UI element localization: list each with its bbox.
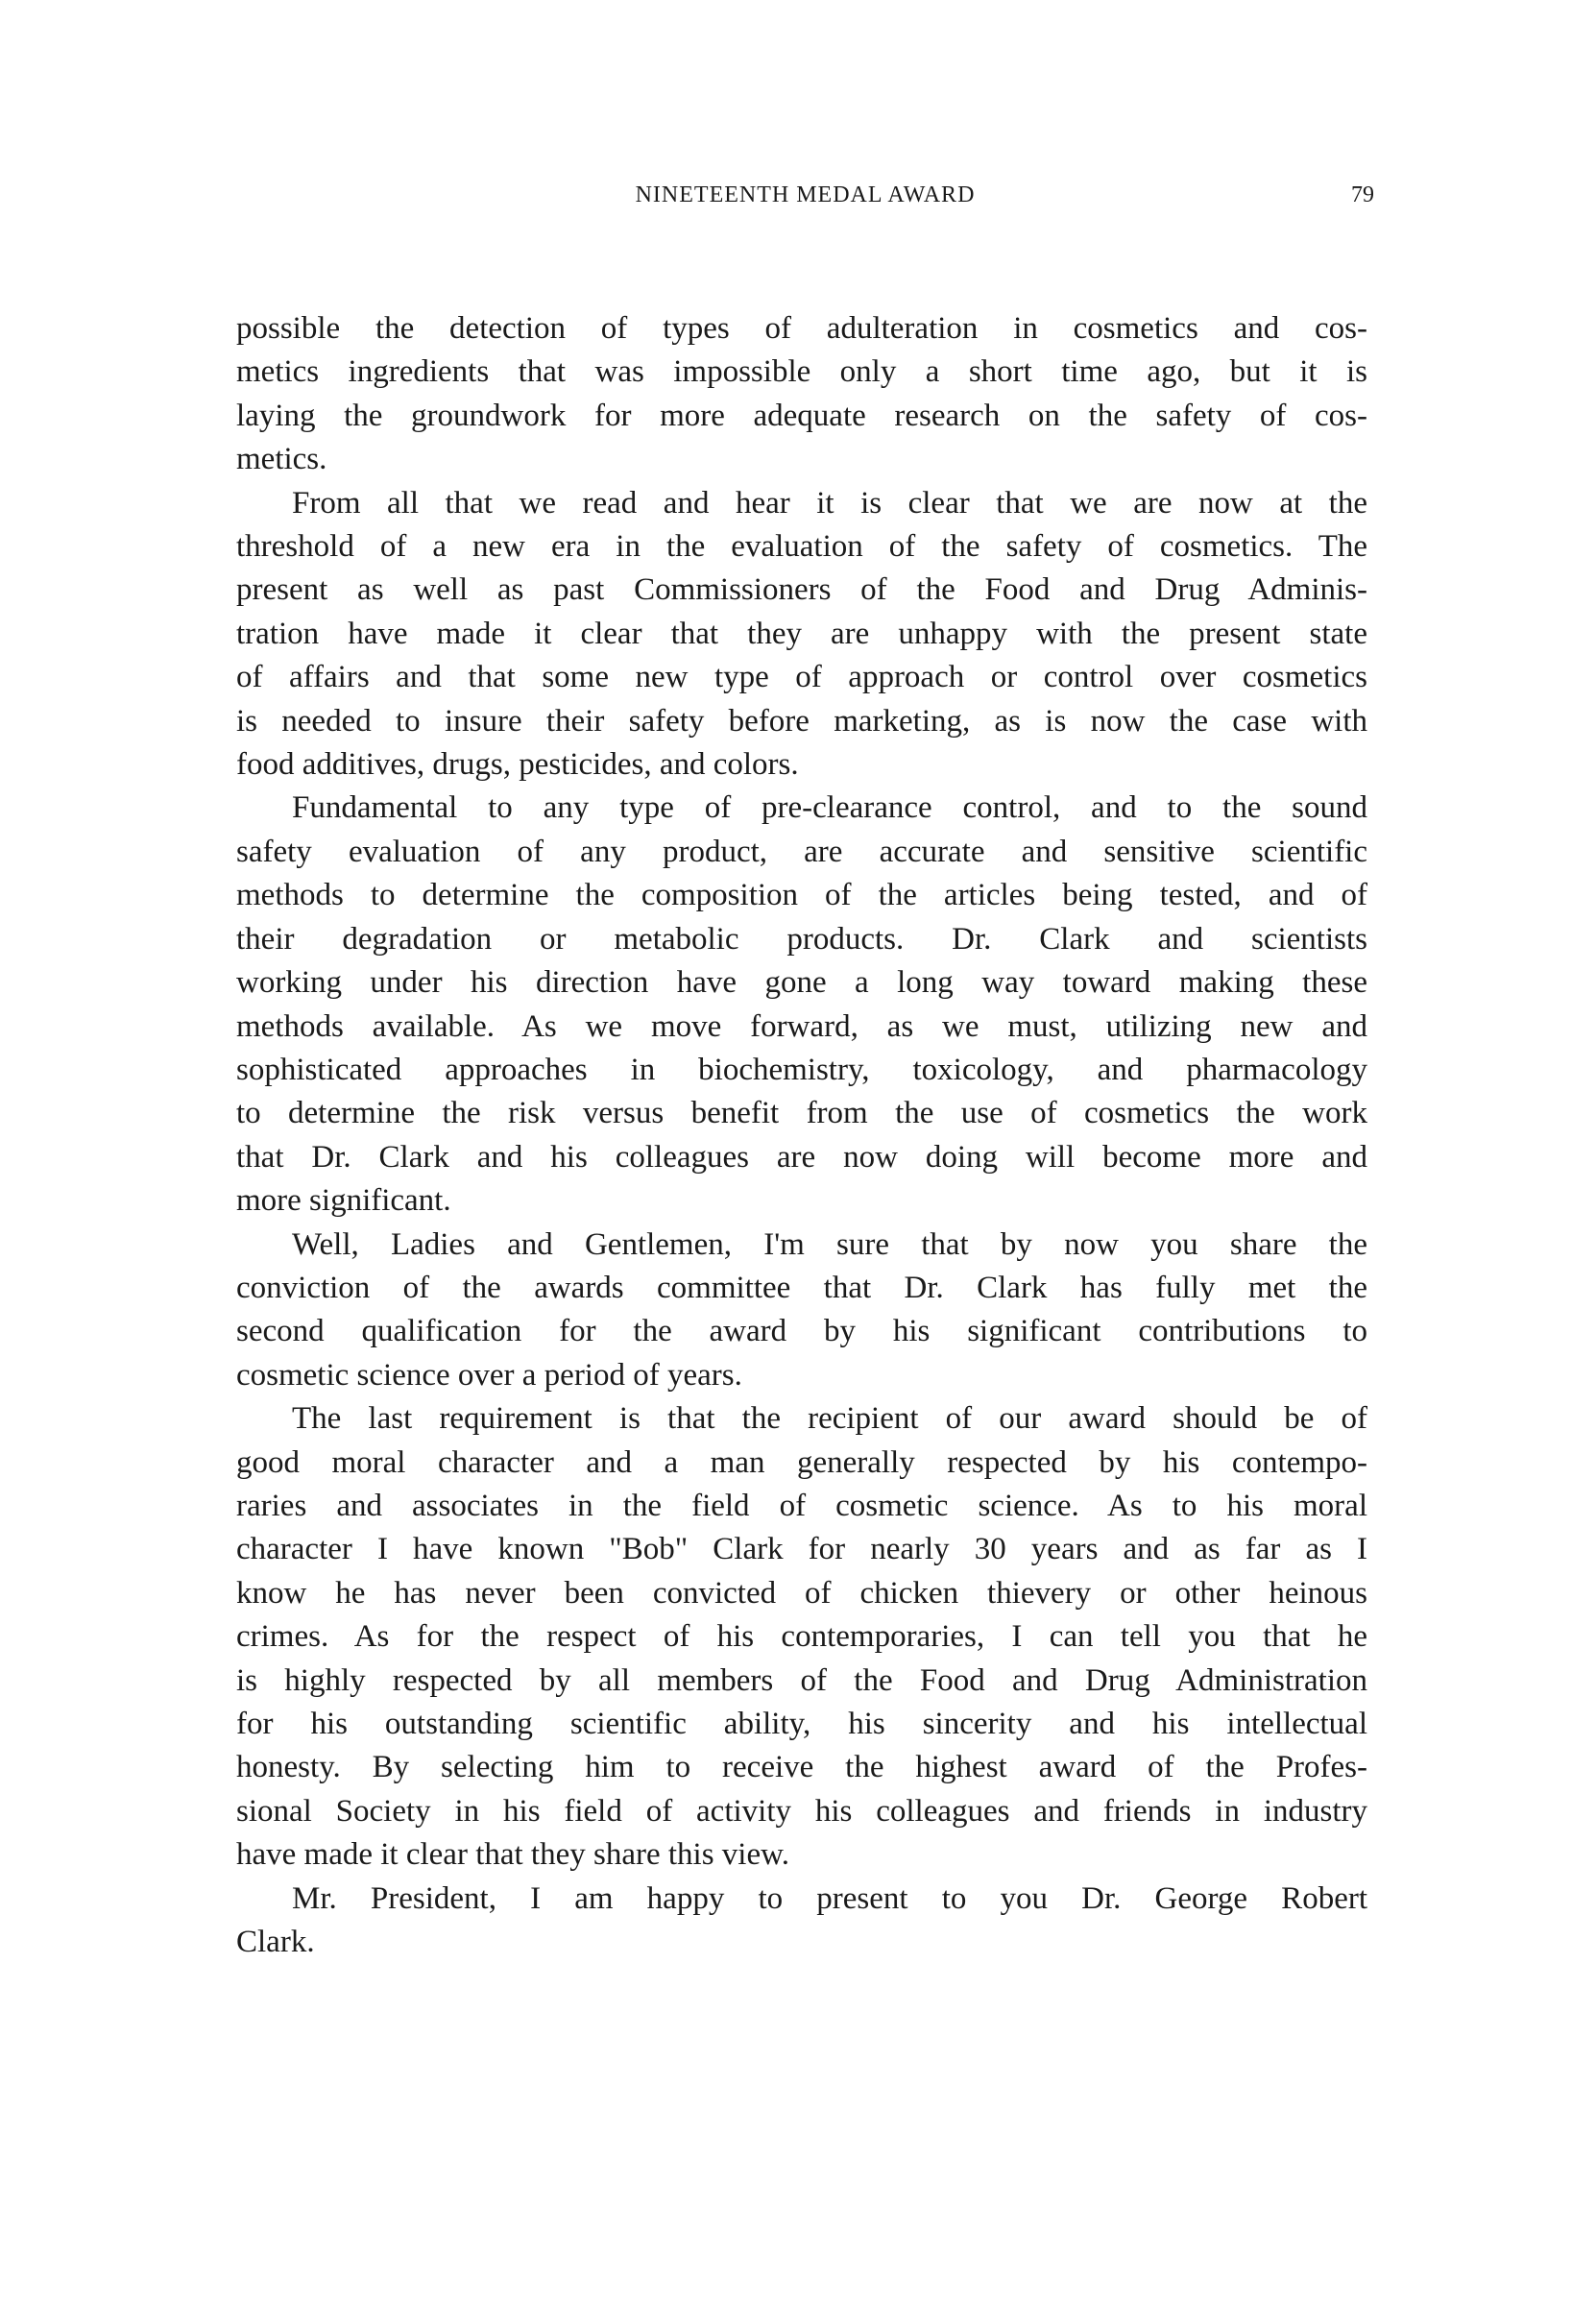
text-line: safety evaluation of any product, are accurate and sensitive scientific [236, 834, 1367, 869]
text-line: sional Society in his field of activity his colleagues and friends in industry [236, 1793, 1367, 1829]
text-line: methods to determine the composition of the articles being tested, and of [236, 878, 1367, 913]
text-line: crimes. As for the respect of his contemporaries, I can tell you that he [236, 1619, 1367, 1655]
paragraph [236, 482, 1367, 788]
paragraph [236, 1224, 1367, 1398]
text-line: for his outstanding scientific ability, his sincerity and his intellectual [236, 1707, 1367, 1741]
text-line: their degradation or metabolic products. Dr. Clark and scientists [236, 921, 1367, 957]
text-line: tration have made it clear that they are unhappy with the present state [236, 616, 1367, 651]
text-line: metics ingredients that was impossible only a short time ago, but it is [236, 354, 1367, 390]
text-line: laying the groundwork for more adequate research on the safety of cos- [236, 398, 1367, 433]
text-line: to determine the risk versus benefit from the use of cosmetics the work [236, 1096, 1367, 1131]
text-line: conviction of the awards committee that Dr. Clark has fully met the [236, 1270, 1367, 1305]
text-line: possible the detection of types of adulteration in cosmetics and cos- [236, 311, 1367, 346]
text-line: second qualification for the award by his significant contributions to [236, 1314, 1367, 1349]
text-line: that Dr. Clark and his colleagues are now doing will become more and [236, 1139, 1367, 1175]
text-line: is needed to insure their safety before marketing, as is now the case with [236, 703, 1367, 739]
text-line: sophisticated approaches in biochemistry, toxicology, and pharmacology [236, 1052, 1367, 1087]
text-line: Clark. [236, 1925, 315, 1960]
text-line: more significant. [236, 1183, 451, 1219]
page-number: 79 [1351, 182, 1374, 207]
text-line: food additives, drugs, pesticides, and colors. [236, 747, 799, 783]
running-header [236, 182, 1374, 217]
text-line: methods available. As we move forward, as we must, utilizing new and [236, 1008, 1367, 1044]
paragraph [236, 1878, 1367, 1965]
text-line: honesty. By selecting him to receive the highest award of the Profes- [236, 1750, 1367, 1785]
text-line: raries and associates in the field of cosmetic science. As to his moral [236, 1488, 1367, 1523]
text-line: of affairs and that some new type of approach or control over cosmetics [236, 660, 1367, 695]
text-line: present as well as past Commissioners of the Food and Drug Adminis- [236, 572, 1367, 608]
paragraph [236, 307, 1367, 482]
text-line: is highly respected by all members of the Food and Drug Administration [236, 1662, 1367, 1698]
text-line: Well, Ladies and Gentlemen, I'm sure that by now you share the [292, 1226, 1367, 1262]
running-title: NINETEENTH MEDAL AWARD [635, 182, 976, 207]
text-line: know he has never been convicted of chicken thievery or other heinous [236, 1575, 1367, 1611]
text-line: The last requirement is that the recipient of our award should be of [292, 1401, 1367, 1437]
text-line: metics. [236, 442, 327, 477]
text-line: good moral character and a man generally respected by his contempo- [236, 1444, 1367, 1480]
text-line: threshold of a new era in the evaluation of the safety of cosmetics. The [236, 529, 1367, 565]
paragraph [236, 787, 1367, 1223]
text-line: Mr. President, I am happy to present to you Dr. George Robert [292, 1880, 1367, 1916]
text-line: have made it clear that they share this view. [236, 1837, 790, 1873]
body-text [236, 307, 1367, 1964]
text-line: character I have known "Bob" Clark for nearly 30 years and as far as I [236, 1532, 1367, 1567]
text-line: working under his direction have gone a long way toward making these [236, 965, 1367, 1001]
text-line: From all that we read and hear it is clear that we are now at the [292, 485, 1367, 521]
text-line: Fundamental to any type of pre-clearance control, and to the sound [292, 790, 1367, 826]
text-line: cosmetic science over a period of years. [236, 1357, 742, 1393]
paragraph [236, 1397, 1367, 1877]
